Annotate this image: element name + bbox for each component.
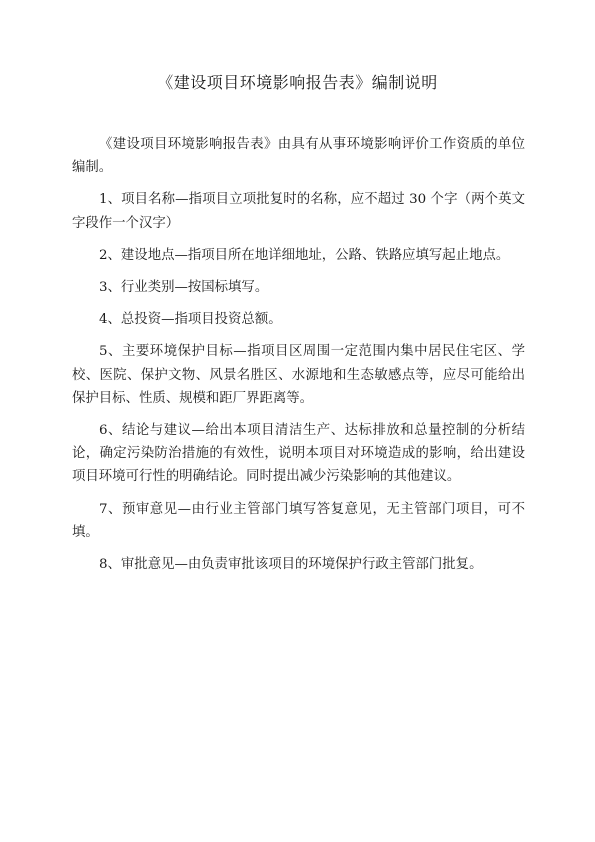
paragraph-total-investment: 4、总投资—指项目投资总额。 <box>99 312 282 328</box>
paragraph-project-name: 1、项目名称—指项目立项批复时的名称，应不超过 30 个字（两个英文字段作一个汉字） <box>72 192 525 231</box>
paragraph-conclusions: 6、结论与建议—给出本项目清洁生产、达标排放和总量控制的分析结论，确定污染防治措施的有效性，说明本项目对环境造成的影响，给出建设项目环境可行性的明确结论。同时提出减少污染影响的其他建议。 <box>72 423 525 485</box>
paragraph-location: 2、建设地点—指项目所在地详细地址，公路、铁路应填写起止地点。 <box>99 247 510 263</box>
paragraph-intro: 《建设项目环境影响报告表》由具有从事环境影响评价工作资质的单位编制。 <box>72 137 525 176</box>
paragraph-preliminary-review: 7、预审意见—由行业主管部门填写答复意见，无主管部门项目，可不填。 <box>72 501 525 540</box>
document-body <box>72 133 525 585</box>
paragraph-industry-category: 3、行业类别—按国标填写。 <box>99 280 269 296</box>
paragraph-approval: 8、审批意见—由负责审批该项目的环境保护行政主管部门批复。 <box>99 557 483 573</box>
paragraph-protection-targets: 5、主要环境保护目标—指项目区周围一定范围内集中居民住宅区、学校、医院、保护文物、风景名胜区、水源地和生态敏感点等，应尽可能给出保护目标、性质、规模和距厂界距离等。 <box>72 344 525 406</box>
document-title: 《建设项目环境影响报告表》编制说明 <box>157 73 438 92</box>
